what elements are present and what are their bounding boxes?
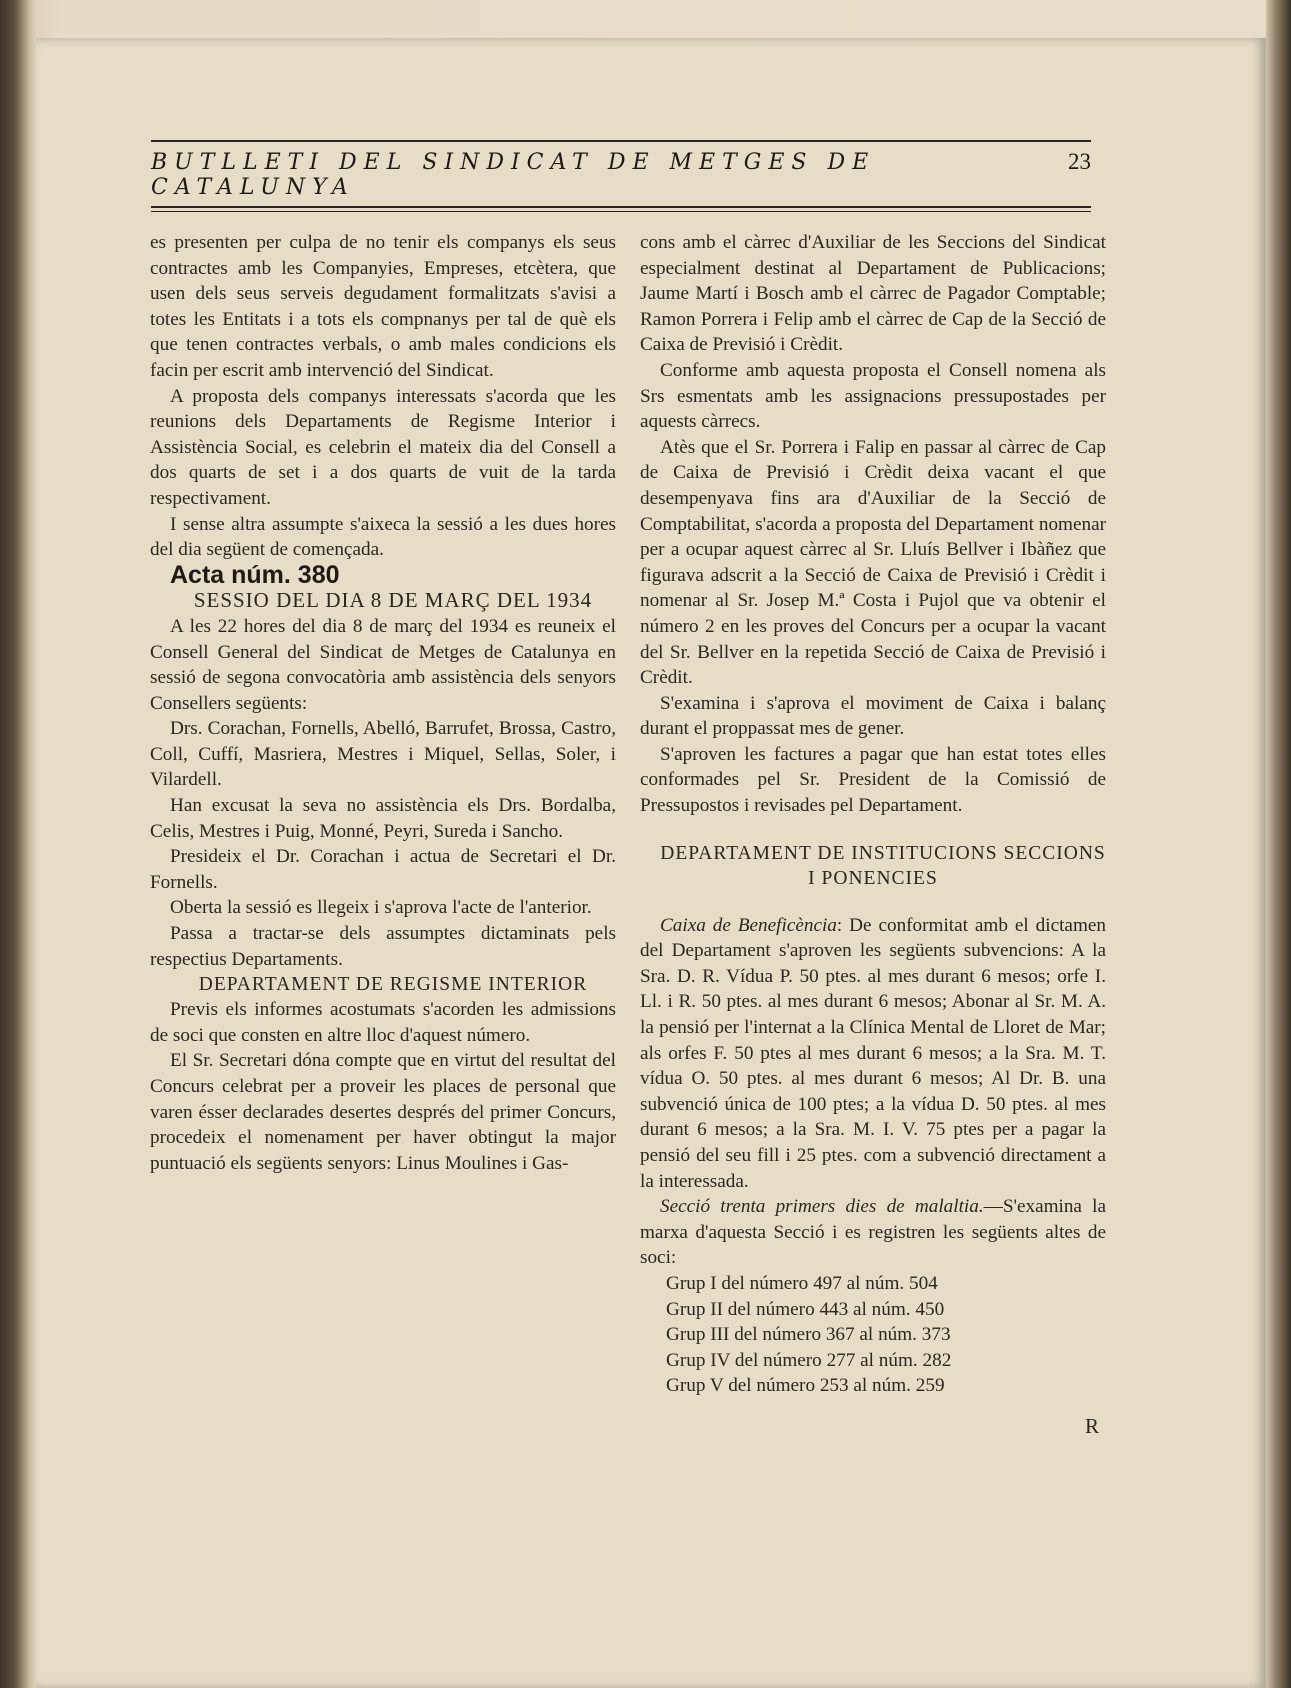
paragraph: Oberta la sessió es llegeix i s'aprova l'acte de l'anterior. xyxy=(170,897,592,919)
page-number: 23 xyxy=(1068,149,1091,174)
group-line: Grup III del número 367 al núm. 373 xyxy=(666,1324,951,1346)
paragraph: Han excusat la seva no assistència els Drs. Bordalba, Celis, Mestres i Puig, Monné, Peyri, Sureda i Sancho. xyxy=(150,795,616,842)
header-bottom-rule-thin xyxy=(151,211,1091,212)
paragraph: cons amb el càrrec d'Auxiliar de les Seccions del Sindicat especialment destinat al Departament de Publicacions; Jaume Martí i Bosch amb el càrrec de Pagador Comptable; Ramon Porrera i Felip amb el càrrec de Cap de la Secció de Caixa de Previsió i Crèdit. xyxy=(640,232,1106,356)
acta-heading: Acta núm. 380 xyxy=(170,560,340,589)
paragraph: El Sr. Secretari dóna compte que en virtut del resultat del Concurs celebrat per a proveir les places de personal que varen ésser declarades desertes després del primer Concurs, procedeix el nomenament per haver obtingut la major puntuació els següents senyors: Linus Moulines i Gas- xyxy=(150,1050,616,1174)
page-edge xyxy=(1266,0,1291,1688)
margin-mark: R xyxy=(1085,1414,1100,1438)
section-name: Caixa de Beneficència xyxy=(660,914,837,936)
group-line: Grup II del número 443 al núm. 450 xyxy=(666,1298,945,1320)
paragraph: I sense altra assumpte s'aixeca la sessió a les dues hores del dia següent de començada. xyxy=(150,513,616,561)
paragraph: Conforme amb aquesta proposta el Consell nomena als Srs esmentats amb les assignacions pressupostades per aquests càrrecs. xyxy=(640,359,1106,433)
paragraph-text: —S'examina la marxa d'aquesta Secció i es registren les següents altes de soci: xyxy=(640,1196,1106,1269)
running-title: BUTLLETI DEL SINDICAT DE METGES DE CATALUNYA xyxy=(151,150,876,200)
session-heading: SESSIO DEL DIA 8 DE MARÇ DEL 1934 xyxy=(193,588,593,613)
paragraph: A les 22 hores del dia 8 de març del 1934 es reuneix el Consell General del Sindicat de Metges de Catalunya en sessió de segona convocatòria amb assistència dels senyors Consellers següents: xyxy=(150,615,616,714)
paragraph: Presideix el Dr. Corachan i actua de Secretari el Dr. Fornells. xyxy=(150,846,616,893)
paragraph: Previs els informes acostumats s'acorden les admissions de soci que consten en altre lloc d'aquest número. xyxy=(150,999,616,1046)
group-line: Grup I del número 497 al núm. 504 xyxy=(666,1272,938,1294)
department-heading: DEPARTAMENT DE INSTITUCIONS SECCIONS I PONENCIES xyxy=(660,842,1106,889)
right-column xyxy=(640,230,1106,1399)
paragraph: A proposta dels companys interessats s'acorda que les reunions dels Departaments de Regisme Interior i Assistència Social, es celebrin el mateix dia del Consell a dos quarts de set i a dos quarts de vuit de la tarda respectivament. xyxy=(150,385,616,509)
paragraph: S'examina i s'aprova el moviment de Caixa i balanç durant el proppassat mes de gener. xyxy=(640,692,1106,740)
department-heading: DEPARTAMENT DE REGISME INTERIOR xyxy=(198,974,588,996)
left-column xyxy=(150,230,616,1176)
group-line: Grup V del número 253 al núm. 259 xyxy=(666,1375,945,1397)
paragraph-text: : De conformitat amb el dictamen del Departament s'aproven les següents subvencions: A la Sra. D. R. Vídua P. 50 ptes. al mes durant 6 mesos; orfe I. Ll. i R. 50 ptes. al mes durant 6 mesos; Abonar al Sr. M. A. la pensió per l'internat a la Clínica Mental de Lloret de Mar; als orfes F. 50 ptes al mes durant 6 mesos; a la Sra. M. T. vídua O. 50 ptes. al mes durant 6 mesos; Al Dr. B. una subvenció única de 100 ptes; a la vídua D. 50 ptes. al mes durant 6 mesos; a la Sra. M. I. V. 75 ptes per a pagar la pensió del seu fill i 25 ptes. com a subvenció directament a la interessada. xyxy=(640,914,1106,1192)
header-bottom-rule xyxy=(151,206,1091,208)
paragraph: Drs. Corachan, Fornells, Abelló, Barrufet, Brossa, Castro, Coll, Cuffí, Masriera, Mestres i Miquel, Sellas, Soler, i Vilardell. xyxy=(150,718,616,791)
paragraph: es presenten per culpa de no tenir els companys els seus contractes amb les Companyies, Empreses, etcètera, que usen dels seus serveis degudament formalitzats s'avisi a totes les Entitats i a tots els compnanys per tal de què els que tenen contractes verbals, o amb males condicions els facin per escrit amb intervenció del Sindicat. xyxy=(150,232,616,381)
paragraph: Passa a tractar-se dels assumptes dictaminats pels respectius Departaments. xyxy=(150,923,616,970)
header-line xyxy=(151,149,1091,200)
header-top-rule xyxy=(151,140,1091,142)
group-line: Grup IV del número 277 al núm. 282 xyxy=(666,1349,952,1371)
page-header xyxy=(151,140,1091,212)
section-name: Secció trenta primers dies de malaltia. xyxy=(660,1196,984,1218)
paragraph: S'aproven les factures a pagar que han estat totes elles conformades pel Sr. President de la Comissió de Pressupostos i revisades pel Departament. xyxy=(640,743,1106,817)
paragraph: Atès que el Sr. Porrera i Falip en passar al càrrec de Cap de Caixa de Previsió i Crèdit deixa vacant el que desempenyava fins ara d'Auxiliar de la Secció de Comptabilitat, s'acorda a proposta del Departament nomenar per a ocupar aquest càrrec al Sr. Lluís Bellver i Ibàñez que figurava adscrit a la Secció de Caixa de Previsió i Crèdit i nomenar al Sr. Josep M.ª Costa i Pujol que va obtenir el número 2 en les proves del Concurs per a ocupar la vacant del Sr. Bellver en la repetida Secció de Caixa de Previsió i Crèdit. xyxy=(640,436,1106,689)
paragraph xyxy=(640,1194,1106,1271)
paragraph xyxy=(640,913,1106,1195)
